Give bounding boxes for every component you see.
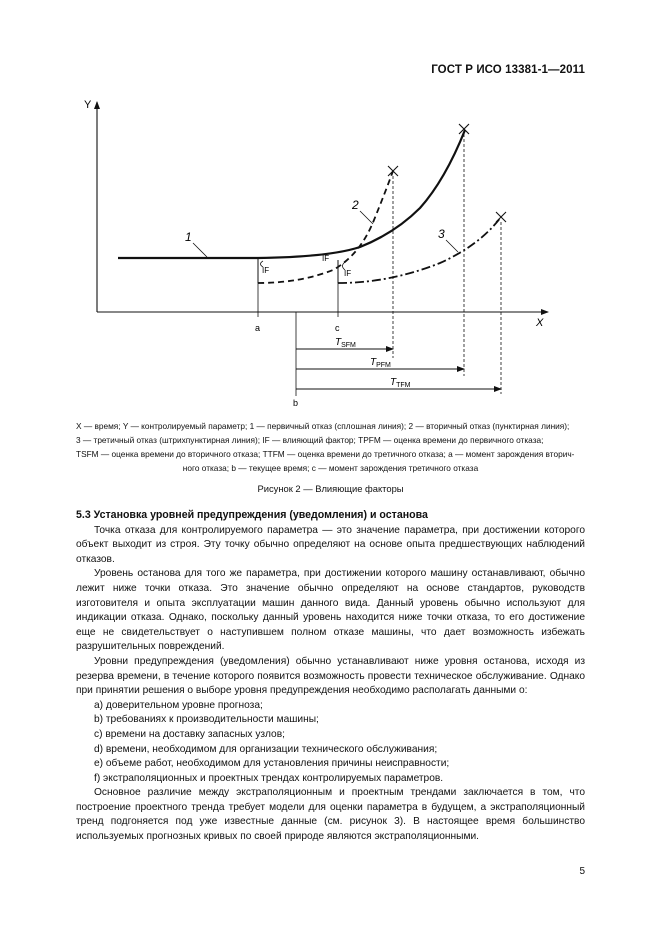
list-item: f) экстраполяционных и проектных трендах контролируемых параметров. bbox=[94, 772, 444, 784]
curve-primary-failure bbox=[118, 130, 465, 258]
legend-line: 3 — третичный отказ (штрихпунктирная линия); IF — влияющий фактор; TPFM — оценка времени до первичного отказа; bbox=[76, 435, 544, 445]
list-item: b) требованиях к производительности машины; bbox=[94, 714, 319, 726]
list-item: e) объеме работ, необходимом для установления причины неисправности; bbox=[94, 758, 450, 770]
figure-caption: Рисунок 2 — Влияющие факторы bbox=[257, 483, 404, 494]
paragraph: Основное различие между экстраполяционным и проектным трендами заключается в том, что построение проектного тренда требует модели для оценки параметра в будущем, а экстраполяционный тренд подгоняется под уже известные данные (см. рисунок 3). В настоящее время большинство используемых прогнозных кривых по своей природе являются экстраполяционными. bbox=[76, 787, 585, 843]
point-b-label: b bbox=[293, 398, 299, 408]
section-5-3 bbox=[76, 508, 585, 845]
curve-label-3: 3 bbox=[438, 227, 445, 241]
legend-line: X — время; Y — контролируемый параметр; 1 — первичный отказ (сплошная линия); 2 — вторичный отказ (пунктирная линия); bbox=[76, 421, 570, 431]
list-item: a) доверительном уровне прогноза; bbox=[94, 699, 263, 711]
requirements-list bbox=[76, 699, 585, 787]
legend-line: TSFM — оценка времени до вторичного отказа; TTFM — оценка времени до третичного отказа; a — момент зарождения вторич- bbox=[76, 449, 575, 459]
figure-influencing-factors bbox=[0, 0, 661, 415]
curve-tertiary-failure bbox=[338, 217, 501, 283]
paragraph: Точка отказа для контролируемого параметра — это значение параметра, при достижении которого объект выходит из строя. Эту точку обычно определяют на основе опыта предшествующих наблюдений отказов. bbox=[76, 524, 585, 565]
curve-label-2: 2 bbox=[352, 198, 359, 212]
t-sfm-label: $T_{SFM}$ bbox=[335, 337, 356, 349]
paragraph: Уровень останова для того же параметра, при достижении которого машину останавливают, обычно лежит ниже точки отказа. Это значение обычно определяют на основе стандартов, руководств изготовителя и опыта эксплуатации машин данного вида. Данный уровень обычно используют для индикации отказа. Однако, поскольку данный уровень находится ниже точки отказа, то его достижение еще не свидетельствует о наступившем полном отказе машины, что дает возможность избежать разрушительных повреждений. bbox=[76, 568, 585, 653]
curve-secondary-failure bbox=[258, 171, 393, 283]
doc-header: ГОСТ Р ИСО 13381-1—2011 bbox=[431, 64, 585, 76]
failure-mark-tertiary bbox=[496, 212, 506, 222]
t-tfm-label: $T_{TFM}$ bbox=[390, 377, 411, 389]
t-pfm-label: $T_{PFM}$ bbox=[370, 357, 391, 369]
if-label-c-lower: IF bbox=[344, 269, 352, 278]
point-a-label: a bbox=[255, 323, 261, 333]
x-axis-label: X bbox=[536, 317, 544, 329]
if-label-c-upper: IF bbox=[322, 254, 330, 263]
list-item: c) времени на доставку запасных узлов; bbox=[94, 728, 285, 740]
if-label-a: IF bbox=[262, 266, 270, 275]
y-axis-label: Y bbox=[84, 99, 92, 111]
legend-line: ного отказа; b — текущее время; c — момент зарождения третичного отказа bbox=[182, 463, 479, 473]
failure-mark-secondary bbox=[388, 166, 398, 176]
curve-label-1: 1 bbox=[185, 230, 192, 244]
figure-legend bbox=[76, 419, 585, 475]
section-title: 5.3 Установка уровней предупреждения (уведомления) и останова bbox=[76, 509, 428, 521]
paragraph: Уровни предупреждения (уведомления) обычно устанавливают ниже уровня останова, исходя из резерва времени, в течение которого появится возможность провести техническое обслуживание. Однако при принятии решения о выборе уровня предупреждения необходимо располагать данными о: bbox=[76, 655, 585, 697]
point-c-label: c bbox=[335, 323, 340, 333]
page-number: 5 bbox=[579, 866, 585, 877]
list-item: d) времени, необходимом для организации технического обслуживания; bbox=[94, 743, 438, 755]
